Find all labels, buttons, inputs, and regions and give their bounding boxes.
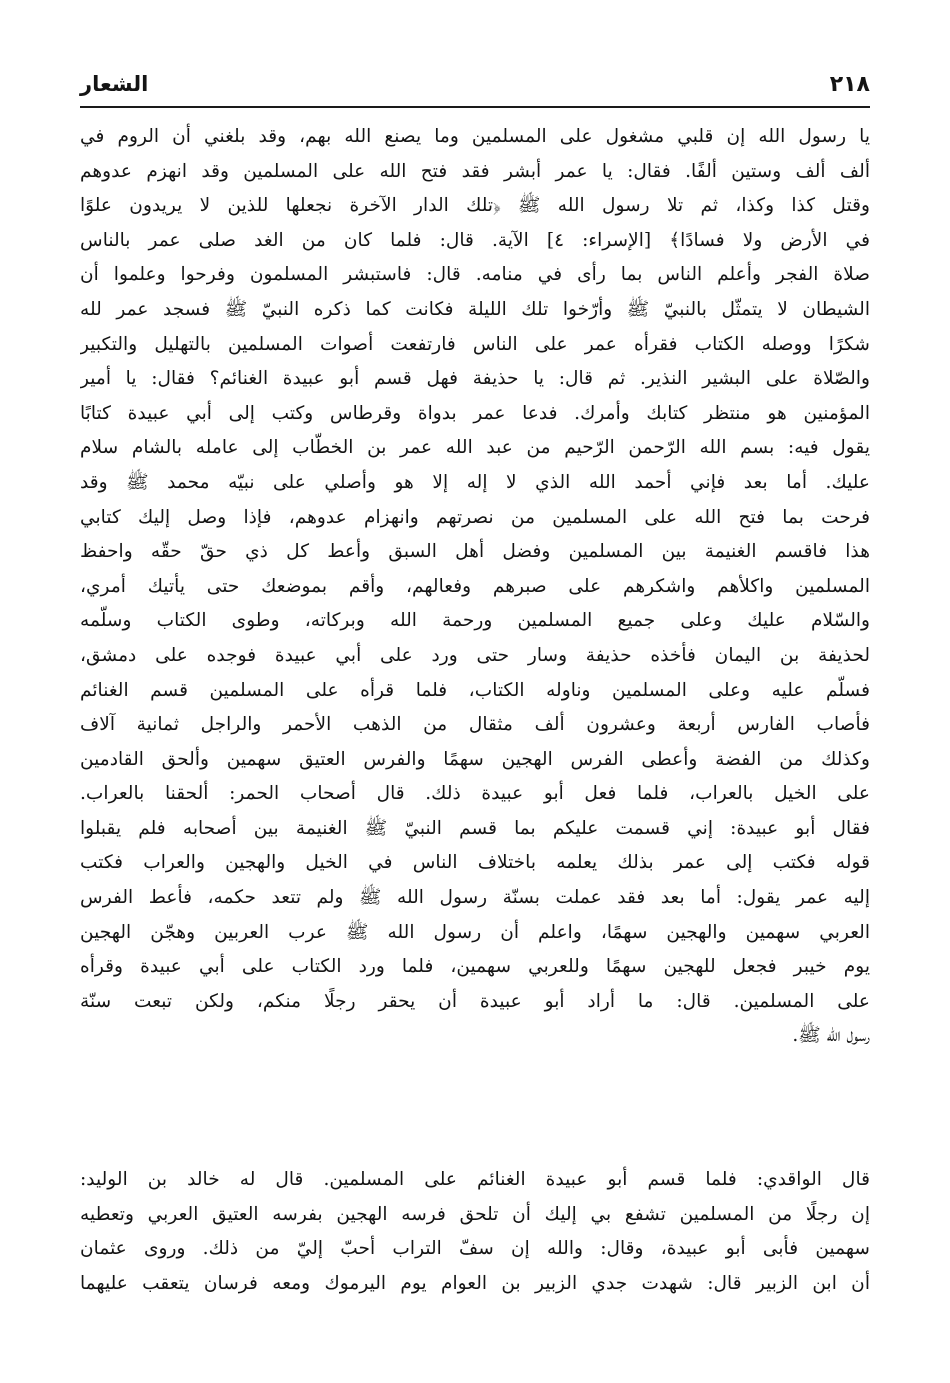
text-line: على المسلمين. قال: ما أراد أبو عبيدة أن يحقر رجلًا منكم، ولكن تبعت سنّة (80, 990, 870, 1012)
text-line: والسّلام عليك وعلى جميع المسلمين ورحمة الله وبركاته، وطوى الكتاب وسلّمه (80, 610, 870, 632)
text-line: المؤمنين هو منتظر كتابك وأمرك. فدعا عمر بدواة وقرطاس وكتب إلى أبي عبيدة كتابًا (80, 402, 870, 424)
text-line: عليك. أما بعد فإني أحمد الله الذي لا إله إلا هو وأصلي على نبيّه محمد ﷺ وقد (80, 471, 870, 493)
text-line: فرحت بما فتح الله على المسلمين من نصرتهم وانهزام عدوهم، فإذا وصل إليك كتابي (80, 506, 870, 528)
text-line: في الأرض ولا فسادًا﴾ [الإسراء: ٤] الآية. قال: فلما كان من الغد صلى عمر بالناس (80, 229, 870, 251)
text-line: ألف ألف وستين ألفًا. فقال: يا عمر أبشر فقد فتح الله على المسلمين وقد انهزم عدوهم (80, 160, 870, 182)
text-line: قوله فكتب إلى عمر بذلك يعلمه باختلاف الناس في الخيل والهجين والعراب فكتب (80, 852, 870, 874)
text-line: الشيطان لا يتمثّل بالنبيّ ﷺ وأرّخوا تلك الليلة فكانت كما ذكره النبيّ ﷺ فسجد عمر لله (80, 298, 870, 320)
text-line: إن رجلًا من المسلمين تشفع بي إليك أن تلحق فرسه الهجين بفرسه العتيق العربي وتعطيه (80, 1203, 870, 1225)
text-line: شكرًا ووصله الكتاب فقرأه عمر على الناس فارتفعت أصوات المسلمين بالتهليل والتكبير (80, 333, 870, 355)
text-line: فسلّم عليه وعلى المسلمين وناوله الكتاب، فلما قرأه على المسلمين قسم الغنائم (80, 679, 870, 701)
text-line: وكذلك من الفضة وأعطى الفرس الهجين سهمًا والفرس العتيق سهمين وألحق القادمين (80, 748, 870, 770)
text-line: يوم خيبر فجعل للهجين سهمًا وللعربي سهمين، فلما ورد الكتاب على أبي عبيدة وقرأه (80, 956, 870, 978)
second-paragraph (80, 1163, 870, 1301)
text-line: فأصاب الفارس أربعة وعشرون ألف مثقال من الذهب الأحمر والراجل ثمانية آلاف (80, 714, 870, 736)
main-paragraph (80, 120, 870, 1054)
text-line: صلاة الفجر وأعلم الناس بما رأى في منامه. قال: فاستبشر المسلمون وفرحوا وعلموا أن (80, 264, 870, 286)
text-line: فقال أبو عبيدة: إني قسمت عليكم بما قسم النبيّ ﷺ الغنيمة بين أصحابه فلم يقبلوا (80, 817, 870, 839)
text-line: يقول فيه: بسم الله الرّحمن الرّحيم من عبد الله عمر بن الخطّاب إلى عامله بالشام سلام (80, 437, 870, 459)
text-line: هذا فاقسم الغنيمة بين المسلمين وفضل أهل السبق وأعط كل ذي حقّ حقّه واحفظ (80, 541, 870, 563)
text-line: يا رسول الله إن قلبي مشغول على المسلمين وما يصنع الله بهم، وقد بلغني أن الروم في (80, 126, 870, 147)
text-line: إليه عمر يقول: أما بعد فقد عملت بسنّة رسول الله ﷺ ولم تتعد حكمه، فأعط الفرس (80, 887, 870, 909)
running-title: الشعار (80, 72, 149, 96)
text-line: قال الواقدي: فلما قسم أبو عبيدة الغنائم على المسلمين. قال له خالد بن الوليد: (80, 1169, 870, 1190)
text-line: وقتل كذا وكذا، ثم تلا رسول الله ﷺ ﴿تلك الدار الآخرة نجعلها للذين لا يريدون علوًا (80, 195, 870, 217)
header-divider (80, 106, 870, 108)
page-header (80, 70, 870, 106)
text-line: والصّلاة على البشير النذير. ثم قال: يا حذيفة فهل قسم أبو عبيدة الغنائم؟ فقال: يا أمير (80, 368, 870, 390)
text-line: أن ابن الزبير قال: شهدت جدي الزبير بن العوام يوم اليرموك ومعه فرسان يتعقب عليهما (80, 1272, 870, 1294)
page-number: ٢١٨ (829, 72, 870, 97)
text-line: لحذيفة بن اليمان فأخذه حذيفة وسار حتى ورد على أبي عبيدة فوجده على دمشق، (80, 644, 870, 666)
text-line: على الخيل بالعراب، فلما فعل أبو عبيدة ذلك. قال أصحاب الحمر: ألحقنا بالعراب. (80, 783, 870, 805)
text-line: سهمين فأبى أبو عبيدة، وقال: والله إن سفّ التراب أحبّ إليّ من ذلك. وروى عثمان (80, 1238, 870, 1260)
text-line: العربي سهمين والهجين سهمًا، واعلم أن رسول الله ﷺ عرب العربين وهجّن الهجين (80, 921, 870, 943)
text-line: المسلمين واكلأهم واشكرهم على صبرهم وفعالهم، وأقم بموضعك حتى يأتيك أمري، (80, 575, 870, 597)
text-line: رسول الله ﷺ. (792, 1025, 870, 1047)
